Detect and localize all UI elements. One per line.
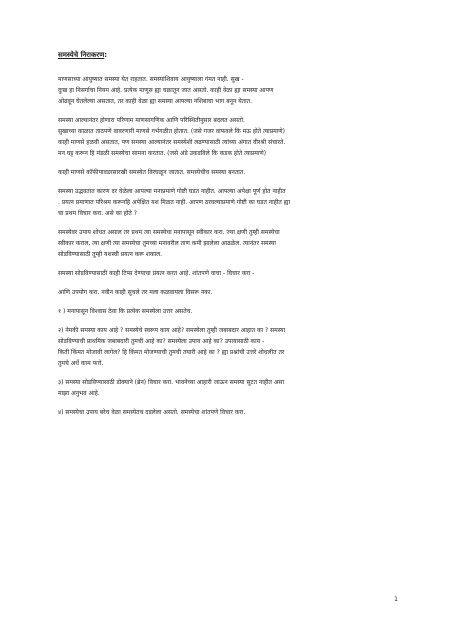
paragraph [58, 325, 407, 369]
text-line: . प्रयत्न प्रमाणात परिश्रम करूनहि अपेक्षित यश मिळत नाही. आपण ठरवल्याप्रमाणे गोष्टी का घडत नाहीत ह्या [58, 199, 290, 206]
text-line: किती किंमत मोजावी लागेल? हि किंमत मोजण्याची तुमची तयारी आहे का ? ह्या प्रश्नांची उत्तरे शोधलीत तर [58, 349, 285, 356]
text-line: काही माणसे हळवी असतात, पण समस्या आल्यानंतर समस्येशी लढण्यासाठी त्यांच्या अंगात वीरश्री संचारते. [58, 139, 286, 146]
paragraph [58, 407, 407, 418]
text-line: २) नेमकी समस्या काय आहे ? समस्येचे स्वरूप काय आहे? समस्येला तुम्ही जबाबदार आहात का ? समस्या [58, 327, 286, 334]
text-line: दुःख हा निसर्गाचा नियम आहे. प्रत्येक माणूस ह्या चक्रातून जात असतो. काही वेळा ह्या समस्या आपण [58, 87, 274, 94]
text-line: समस्या उद्भवतात कारण दर वेळेला आपल्या मनाप्रमाणे गोष्टी घडत नाहीत. आपल्या अपेक्षा पूर्ण होत नाहीत [58, 188, 286, 195]
title-text: समस्येचे निराकरण [58, 51, 105, 59]
text-line: चा प्रथम विचार करा. असे का होते ? [58, 210, 137, 217]
text-line: माणसाच्या आयुष्यात समस्या येत राहतात. समस्यांशिवाय आयुष्याला गंमत नाही. सुख - [58, 76, 244, 83]
document-title [58, 50, 407, 60]
title-colon: : [104, 51, 108, 59]
text-line: १ ) मनापासून विश्वास ठेवा कि प्रत्येक समस्येला उत्तर असतेच. [58, 308, 193, 315]
text-line: मन घट्ट करून हि मंडळी समस्येचा सामना करतात. (जसे अंडे उकडविले कि कडक होते त्याप्रमाणे) [58, 150, 267, 157]
text-line: ओढवून घेतलेल्या असतात, तर काही वेळा ह्या समस्या आपल्या नशिबाचा भाग बनून येतात. [58, 98, 252, 105]
text-line: तुमचे अर्धे काम फत्ते. [58, 360, 104, 367]
paragraph [58, 306, 407, 317]
paragraph [58, 377, 407, 399]
text-line: सुखाच्या काळात ताठपणे वावरणारी माणसे गर्भगळीत होतात. (जसे गजर वाफवले कि मऊ होते त्याप्रमाणे) [58, 128, 285, 135]
paragraph [58, 227, 407, 260]
text-line: काही माणसे कॉफीपावडरसारखी समस्येत विरघळून जातात. समस्येचीच समस्या बनतात. [58, 169, 246, 176]
text-line: माझा अनुभव आहे. [58, 390, 100, 397]
paragraph [58, 287, 407, 298]
text-line: सोडविण्याची प्राथमिक जबाबदारी तुमची आहे का? समस्येला उपाय आहे का? उपायासाठी काय - [58, 338, 265, 345]
paragraph [58, 115, 407, 159]
text-line: समस्या आल्यानंतर होणारा परिणाम माणसागणिक आणि परिस्थितीनुसार बदलत असतो. [58, 117, 245, 124]
document-body [58, 74, 407, 418]
text-line: समस्येवर उपाय शोधत असाल तर प्रथम त्या समस्येचा मनापासून स्वीकार करा. ज्या क्षणी तुम्ही समस्येचा [58, 229, 280, 236]
text-line: ३) समस्या सोडविण्यासाठी डोक्याने (ब्रेन) विचार करा. भावनेच्या आहारी जाऊन समस्या सुटत नाहीत असा [58, 379, 285, 386]
paragraph [58, 74, 407, 107]
text-line: ४) समस्येचा उपाय बरेच वेळा समस्येतच दडलेला असतो. समस्येचा शांतपणे विचार करा. [58, 409, 246, 416]
paragraph [58, 268, 407, 279]
text-line: सोडविण्यासाठी तुम्ही यशस्वी प्रयत्न करू शकाल. [58, 251, 163, 258]
paragraph [58, 186, 407, 219]
text-line: समस्या सोडविण्यासाठी काही टिप्स देण्याचा प्रयत्न करत आहे. शांतपणे वाचा - विचार करा - [58, 270, 255, 277]
page-number: 1 [394, 596, 398, 603]
text-line: आणि उपयोग करा. नवीन काही सुचले तर मला कळवायला विसरू नका. [58, 289, 213, 296]
text-line: स्वीकार कराल, त्या क्षणी त्या समस्येचा तुमच्या मनावरील ताण कमी झालेला आढळेल. त्यानंतर समस्या [58, 240, 276, 247]
paragraph [58, 167, 407, 178]
